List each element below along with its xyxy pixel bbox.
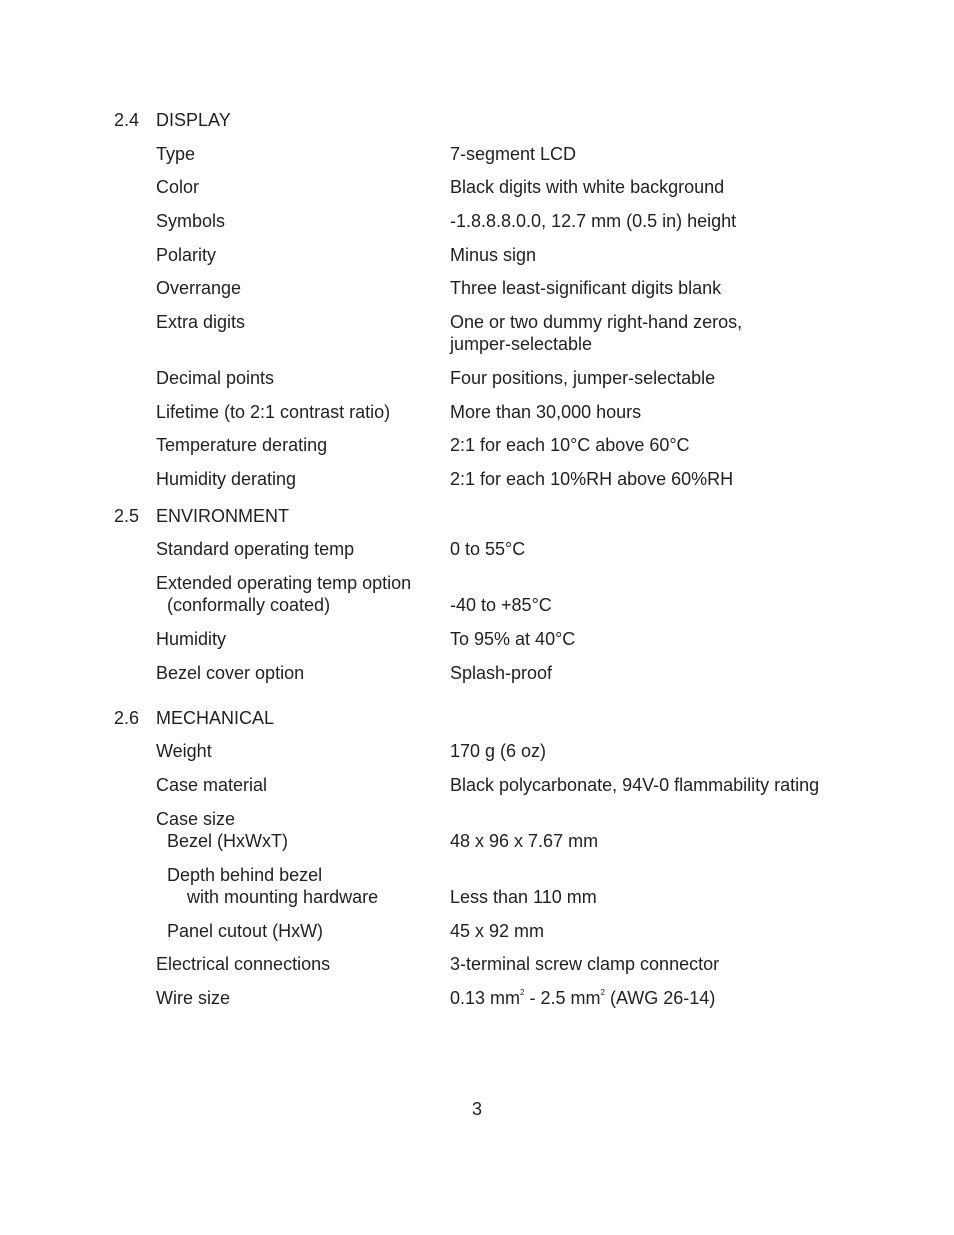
spec-sublabel: Depth behind bezel xyxy=(167,865,323,885)
spec-value: To 95% at 40°C xyxy=(450,629,576,649)
spec-value: 0 to 55°C xyxy=(450,539,526,559)
superscript: 2 xyxy=(520,988,525,997)
spec-value: Splash-proof xyxy=(450,663,553,683)
spec-label: Type xyxy=(156,144,196,164)
spec-label: Symbols xyxy=(156,211,226,231)
spec-value: One or two dummy right-hand zeros, xyxy=(450,312,743,332)
spec-value: 2:1 for each 10°C above 60°C xyxy=(450,435,690,455)
spec-value: More than 30,000 hours xyxy=(450,402,642,422)
spec-label: Lifetime (to 2:1 contrast ratio) xyxy=(156,402,391,422)
section-title: ENVIRONMENT xyxy=(156,506,290,526)
page-number: 3 xyxy=(471,1099,482,1119)
spec-value: Black digits with white background xyxy=(450,177,725,197)
spec-label: Wire size xyxy=(156,988,231,1008)
spec-value: Three least-significant digits blank xyxy=(450,278,722,298)
spec-label: Temperature derating xyxy=(156,435,328,455)
spec-label: Polarity xyxy=(156,245,217,265)
spec-value: 7-segment LCD xyxy=(450,144,577,164)
spec-label: Overrange xyxy=(156,278,242,298)
section-number: 2.5 xyxy=(114,506,140,526)
section-number: 2.4 xyxy=(114,110,140,130)
spec-value: 2:1 for each 10%RH above 60%RH xyxy=(450,469,734,489)
spec-value: Black polycarbonate, 94V-0 flammability rating xyxy=(450,775,820,795)
section-title: DISPLAY xyxy=(156,110,231,130)
spec-label: Bezel cover option xyxy=(156,663,305,683)
spec-label: Extended operating temp option xyxy=(156,573,412,593)
spec-label: Humidity xyxy=(156,629,227,649)
spec-value: Four positions, jumper-selectable xyxy=(450,368,716,388)
spec-label: Electrical connections xyxy=(156,954,331,974)
spec-sublabel: Panel cutout (HxW) xyxy=(167,921,324,941)
spec-value: Minus sign xyxy=(450,245,537,265)
wire-size-max: - 2.5 mm xyxy=(524,988,601,1008)
spec-value: 3-terminal screw clamp connector xyxy=(450,954,720,974)
spec-label: Case size xyxy=(156,809,236,829)
spec-value: 48 x 96 x 7.67 mm xyxy=(450,831,599,851)
spec-value: 170 g (6 oz) xyxy=(450,741,547,761)
spec-sublabel: Bezel (HxWxT) xyxy=(167,831,288,851)
spec-sublabel-continued: with mounting hardware xyxy=(187,887,379,907)
superscript: 2 xyxy=(600,988,605,997)
spec-label: Case material xyxy=(156,775,268,795)
wire-size-min: 0.13 mm xyxy=(450,988,521,1008)
spec-label: Standard operating temp xyxy=(156,539,355,559)
section-title: MECHANICAL xyxy=(156,708,275,728)
spec-value xyxy=(450,987,715,1009)
spec-label: Decimal points xyxy=(156,368,275,388)
spec-label: Extra digits xyxy=(156,312,246,332)
spec-value: -1.8.8.8.0.0, 12.7 mm (0.5 in) height xyxy=(450,211,737,231)
spec-label: Humidity derating xyxy=(156,469,297,489)
wire-size-awg: (AWG 26-14) xyxy=(604,988,716,1008)
spec-label: Weight xyxy=(156,741,212,761)
spec-value: -40 to +85°C xyxy=(450,595,552,615)
spec-label: Color xyxy=(156,177,200,197)
spec-label-continued: (conformally coated) xyxy=(167,595,331,615)
spec-value: Less than 110 mm xyxy=(450,887,597,907)
section-number: 2.6 xyxy=(114,708,140,728)
spec-value: 45 x 92 mm xyxy=(450,921,545,941)
spec-value-continued: jumper-selectable xyxy=(450,334,593,354)
